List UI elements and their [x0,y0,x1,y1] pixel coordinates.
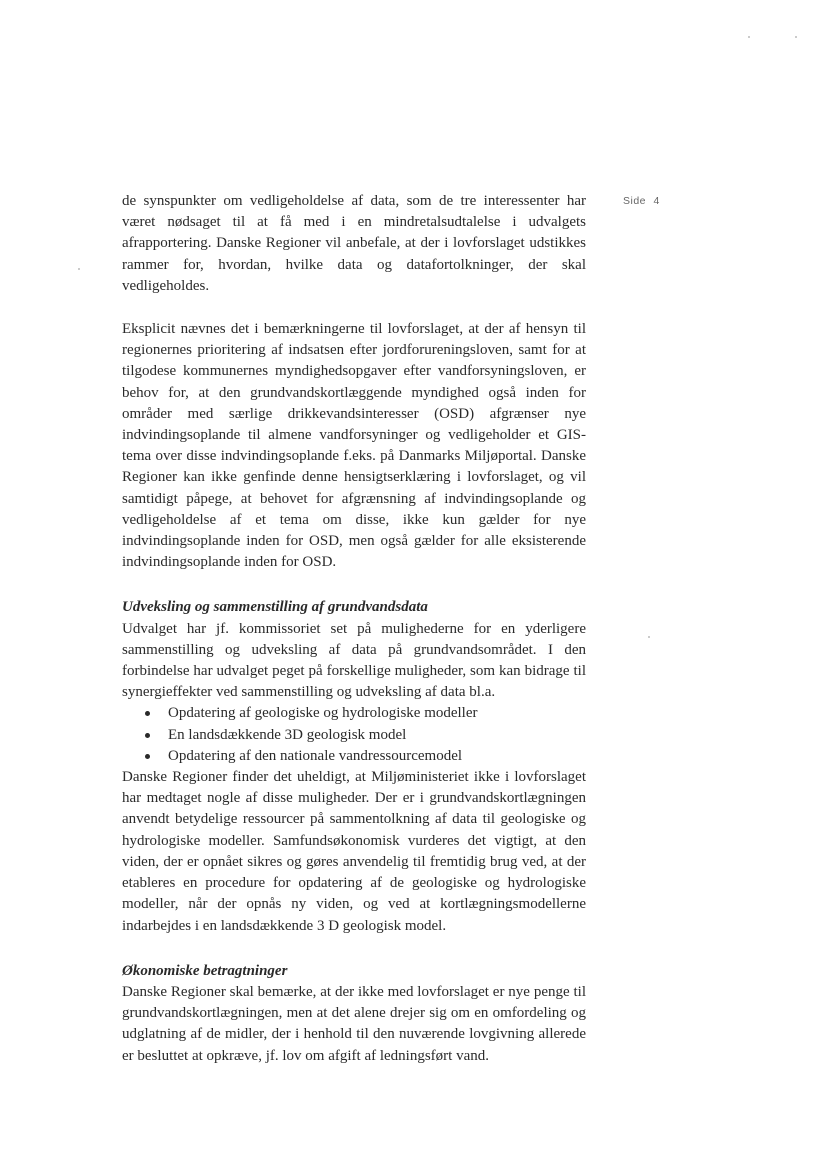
section-body-economics: Danske Regioner skal bemærke, at der ikke med lovforslaget er nye penge til grundvandskortlægningen, men at det alene drejer sig om en omfordeling og udglatning af de midler, der i henhold til den nuværende lovgivning allerede er besluttet at opkræve, jf. lov om afgift af ledningsført vand. [122,983,586,1064]
scan-speck [648,636,650,638]
section-heading-data-exchange: Udveksling og sammenstilling af grundvandsdata [122,599,428,616]
list-item-text: Opdatering af geologiske og hydrologiske modeller [168,705,478,722]
bullet-icon [145,733,150,738]
scan-speck [748,36,750,38]
list-item [122,703,586,724]
bullet-list [122,703,586,767]
page-number-value: 4 [653,195,660,207]
section-body-data-exchange: Danske Regioner finder det uheldigt, at Miljøministeriet ikke i lovforslaget har medtaget nogle af disse muligheder. Der er i grundvandskortlægningen anvendt betydelige ressourcer på sammentolkning af data til geologiske og hydrologiske modeller. Samfundsøkonomisk vurderes det vigtigt, at den viden, der er opnået sikres og gøres anvendelig til fremtidig brug ved, at der etableres en procedure for opdatering af de geologiske og hydrologiske modeller, når der opnås ny viden, og ved at kortlægningsmodellerne indarbejdes i en landsdækkende 3 D geologisk model. [122,769,586,934]
list-item-text: En landsdækkende 3D geologisk model [168,726,407,743]
paragraph-spacer [122,297,586,319]
paragraph-data-maintenance: de synspunkter om vedligeholdelse af data, som de tre interessenter har været nødsaget til at få med i en mindretalsudtalelse i udvalgets afrapportering. Danske Regioner vil anbefale, at der i lovforslaget udstikkes rammer for, hvordan, hvilke data og datafortolkninger, der skal vedligeholdes. [122,193,586,294]
page-number [623,195,660,207]
document-body [122,191,586,1067]
section-heading-economics: Økonomiske betragtninger [122,962,288,979]
section-intro: Udvalget har jf. kommissoriet set på mulighederne for en yderligere sammenstilling og udveksling af data på grundvandsområdet. I den forbindelse har udvalget peget på forskellige muligheder, som kan bidrage til synergieffekter ved sammenstilling og udveksling af data bl.a. [122,620,586,701]
paragraph-osd-catchments: Eksplicit nævnes det i bemærkningerne til lovforslaget, at der af hensyn til regionernes prioritering af indsatsen efter jordforureningsloven, samt for at tilgodese kommunernes myndighedsopgaver efter vandforsyningsloven, er behov for, at den grundvandskortlæggende myndighed også inden for områder med særlige drikkevandsinteresser (OSD) afgrænser nye indvindingsoplande til almene vandforsyninger og vedligeholder et GIS-tema over disse indvindingsoplande f.eks. på Danmarks Miljøportal. Danske Regioner kan ikke genfinde denne hensigtserklæring i lovforslaget, og vil samtidigt påpege, at behovet for afgrænsning af indvindingsoplande og vedligeholdelse af et tema om disse, ikke kun gælder for nye indvindingsoplande inden for OSD, men også gælder for alle eksisterende indvindingsoplande inden for OSD. [122,321,586,571]
page-label: Side [623,195,647,207]
scan-speck [795,36,797,38]
bullet-icon [145,711,150,716]
list-item [122,746,586,767]
scan-speck [78,268,80,270]
section-spacer [122,573,586,597]
section-spacer [122,937,586,961]
bullet-icon [145,754,150,759]
list-item-text: Opdatering af den nationale vandressourcemodel [168,747,463,764]
list-item [122,725,586,746]
